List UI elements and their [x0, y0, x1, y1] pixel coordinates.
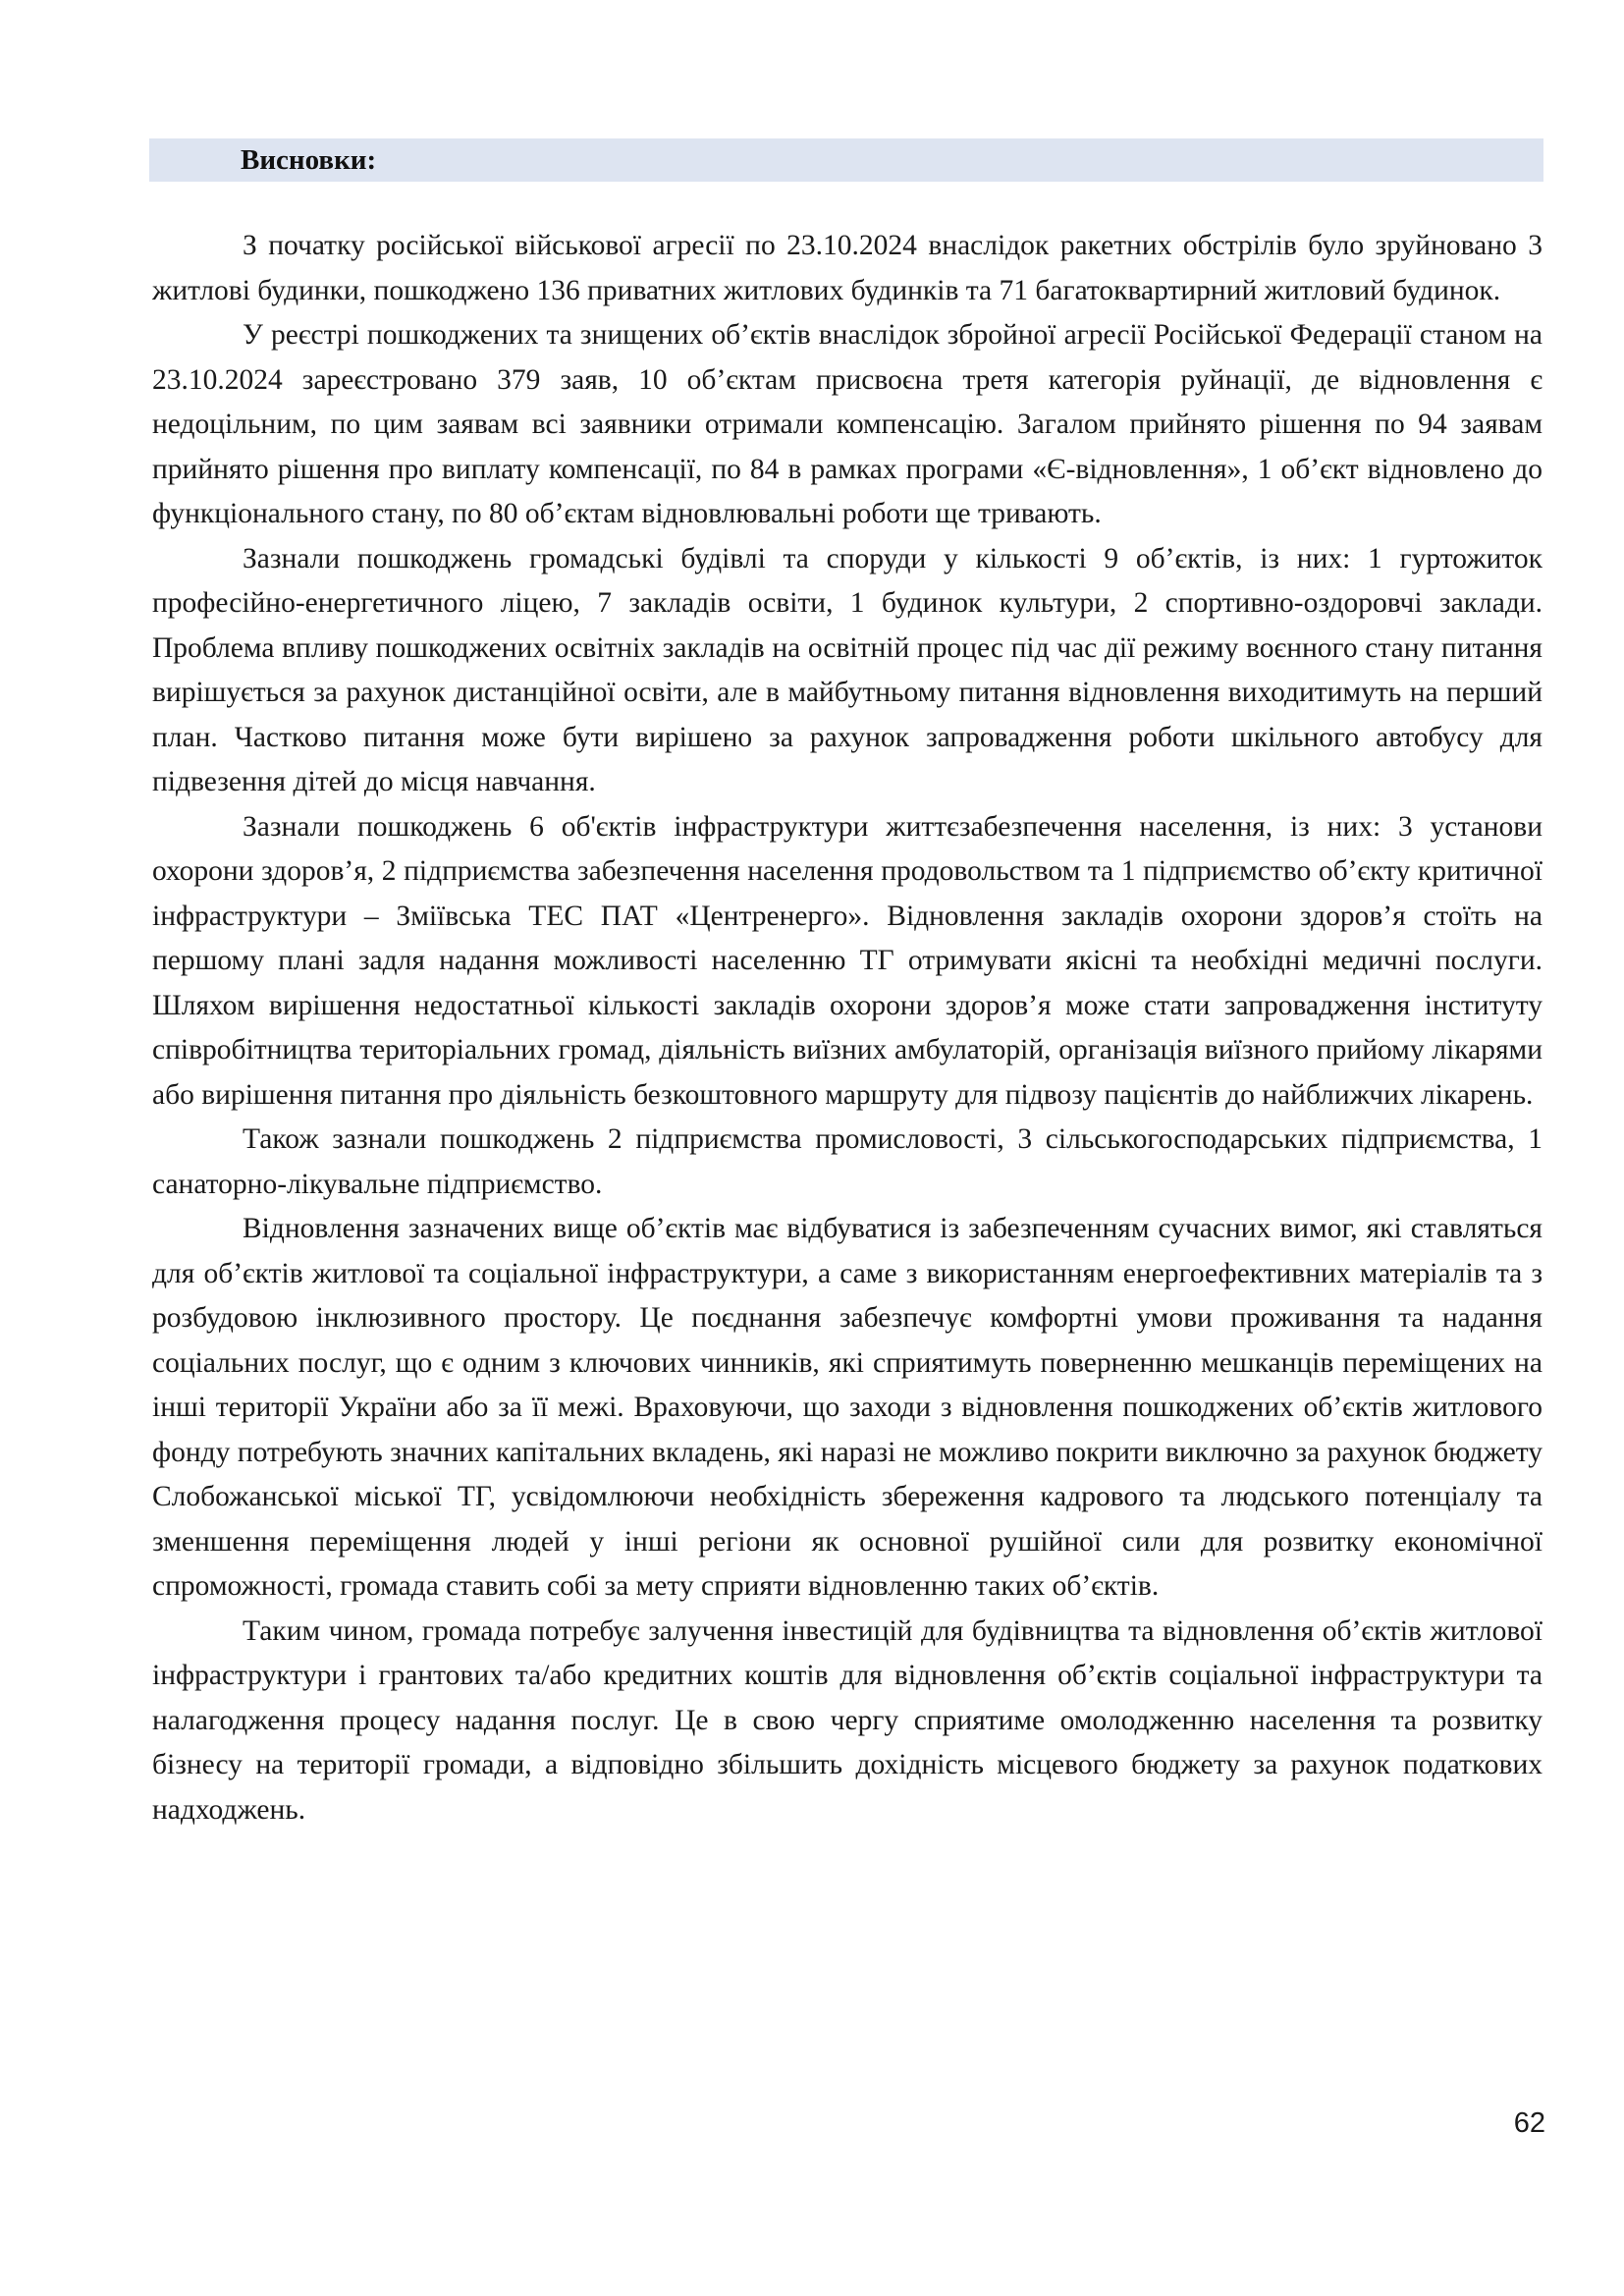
paragraph-destroyed-housing: З початку російської військової агресії по 23.10.2024 внаслідок ракетних обстрілів було зруйновано 3 житлові будинки, пошкоджено 136 приватних житлових будинків та 71 багатоквартирний житловий будинок.	[152, 230, 1543, 306]
paragraph-enterprises: Також зазнали пошкоджень 2 підприємства промисловості, 3 сільськогосподарських підприємства, 1 санаторно-лікувальне підприємство.	[152, 1123, 1543, 1200]
paragraph-damage-registry: У реєстрі пошкоджених та знищених об’єктів внаслідок збройної агресії Російської Федерації станом на 23.10.2024 зареєстровано 379 заяв, 10 об’єктам присвоєна третя категорія руйнації, де відновлення є недоцільним, по цим заявам всі заявники отримали компенсацію. Загалом прийнято рішення по 94 заявам прийнято рішення про виплату компенсації, по 84 в рамках програми «Є-відновлення», 1 об’єкт відновлено до функціонального стану, по 80 об’єктам відновлювальні роботи ще тривають.	[152, 319, 1543, 529]
paragraph-life-support-infrastructure: Зазнали пошкоджень 6 об'єктів інфраструктури життєзабезпечення населення, із них: 3 установи охорони здоров’я, 2 підприємства забезпечення населення продовольством та 1 підприємство об’єкту критичної інфраструктури – Зміївська ТЕС ПАТ «Центренерго». Відновлення закладів охорони здоров’я стоїть на першому плані задля надання можливості населенню ТГ отримувати якісні та необхідні медичні послуги. Шляхом вирішення недостатньої кількості закладів охорони здоров’я може стати запровадження інституту співробітництва територіальних громад, діяльність виїзних амбулаторій, організація виїзного прийому лікарями або вирішення питання про діяльність безкоштовного маршруту для підвозу пацієнтів до найближчих лікарень.	[152, 810, 1543, 1111]
conclusions-body	[152, 224, 1543, 1832]
page-number: 62	[1513, 2107, 1545, 2139]
section-heading: Висновки:	[241, 144, 377, 176]
paragraph-restoration-requirements: Відновлення зазначених вище об’єктів має відбуватися із забезпеченням сучасних вимог, які ставляться для об’єктів житлової та соціальної інфраструктури, а саме з використанням енергоефективних матеріалів та з розбудовою інклюзивного простору. Це поєднання забезпечує комфортні умови проживання та надання соціальних послуг, що є одним з ключових чинників, які сприятимуть поверненню мешканців переміщених на інші території України або за її межі. Враховуючи, що заходи з відновлення пошкоджених об’єктів житлового фонду потребують значних капітальних вкладень, які наразі не можливо покрити виключно за рахунок бюджету Слобожанської міської ТГ, усвідомлюючи необхідність збереження кадрового та людського потенціалу та зменшення переміщення людей у інші регіони як основної рушійної сили для розвитку економічної спроможності, громада ставить собі за мету сприяти відновленню таких об’єктів.	[152, 1213, 1543, 1602]
paragraph-public-buildings: Зазнали пошкоджень громадські будівлі та споруди у кількості 9 об’єктів, із них: 1 гуртожиток професійно-енергетичного ліцею, 7 закладів освіти, 1 будинок культури, 2 спортивно-оздоровчі заклади. Проблема впливу пошкоджених освітніх закладів на освітній процес під час дії режиму воєнного стану питання вирішується за рахунок дистанційної освіти, але в майбутньому питання відновлення виходитимуть на перший план. Частково питання може бути вирішено за рахунок запровадження роботи шкільного автобусу для підвезення дітей до місця навчання.	[152, 542, 1543, 797]
paragraph-investment-needs: Таким чином, громада потребує залучення інвестицій для будівництва та відновлення об’єктів житлової інфраструктури і грантових та/або кредитних коштів для відновлення об’єктів соціальної інфраструктури та налагодження процесу надання послуг. Це в свою чергу сприятиме омолодженню населення та розвитку бізнесу на території громади, а відповідно збільшить дохідність місцевого бюджету за рахунок податкових надходжень.	[152, 1614, 1543, 1826]
